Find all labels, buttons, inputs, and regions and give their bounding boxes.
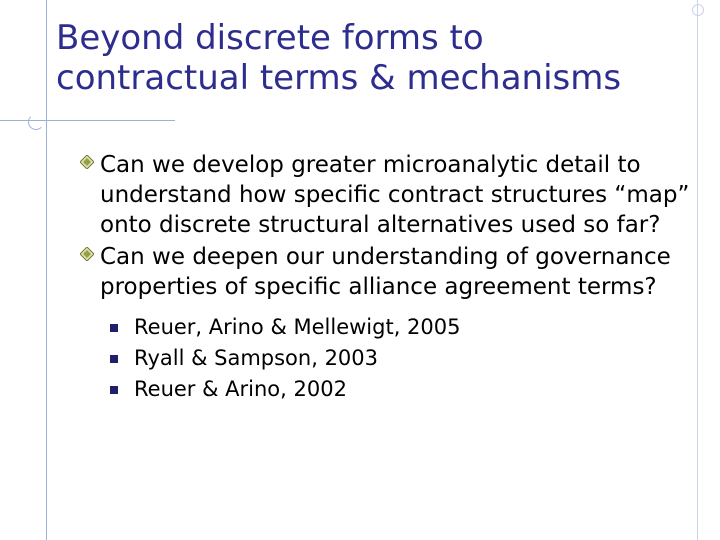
square-bullet-icon [110,324,118,332]
reference-item [110,343,694,374]
frame-vertical-line [46,0,47,540]
reference-text: Reuer & Arino, 2002 [134,377,347,401]
slide-title-line-1: Beyond discrete forms to [56,18,484,58]
square-bullet-icon [110,386,118,394]
frame-right-ornament [692,4,704,16]
diamond-bullet-icon [80,247,94,261]
reference-text: Reuer, Arino & Mellewigt, 2005 [134,315,461,339]
frame-horizontal-line [0,120,175,121]
bullet-text: Can we develop greater microanalytic detail to understand how specific contract structures “map” onto discrete structural alternatives used so far? [100,152,690,238]
reference-item [110,312,694,343]
bullet-text: Can we deepen our understanding of governance properties of specific alliance agreement terms? [100,244,671,300]
slide-title [56,18,696,98]
square-bullet-icon [110,355,118,363]
reference-text: Ryall & Sampson, 2003 [134,346,379,370]
reference-list [110,312,694,405]
slide-title-line-2: contractual terms & mechanisms [56,58,622,98]
bullet-item [74,242,694,302]
slide-body [74,150,694,405]
frame-right-line [697,0,698,540]
reference-item [110,374,694,405]
frame-corner-ornament [28,114,44,130]
diamond-bullet-icon [80,155,94,169]
bullet-item [74,150,694,240]
